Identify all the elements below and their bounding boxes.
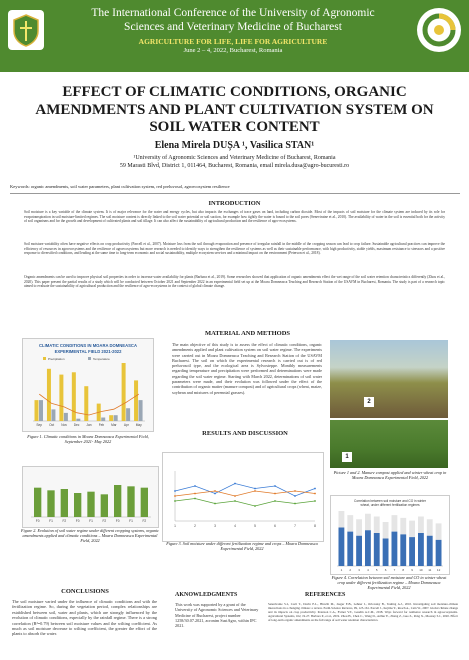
chart3-point-2-1 [194, 498, 196, 500]
chart2-tick-8: F2 [142, 519, 147, 523]
chart1-bar-precip-Mar [109, 415, 113, 421]
chart3-point-0-1 [194, 485, 196, 487]
photo-manure-compost [330, 340, 448, 418]
chart4-title-line1: Correlation between soil moisture and CO in winter [354, 499, 426, 503]
methods-text: The main objective of this study is to assess the effect of climatic conditions, organic amendments applied and plant cultivation system on soil water regime. The experiments were carried out in Moara Domneasca Teaching and Research Station of the USAVM Bucharest. The soil on which the experimental research is carried out is of red preluvosoil type, and the ecological area is Sylvosteppe. Monthly measurements regarding temperature and precipitation were performed and determinations were made regarding the soil water regime. Starting with March 2022, determinations of soil water parameters were made, and their evolution was followed under the effect of the contribution of organic matter (manure compost) and of agricultural crops (wheat, maize, soybean and mixtures of perennial grasses). [172, 342, 322, 395]
chart3-tick-8: 8 [314, 524, 316, 528]
chart3-point-2-2 [214, 503, 216, 505]
methods-heading: MATERIAL AND METHODS [204, 330, 291, 337]
chart3-point-2-7 [314, 500, 316, 502]
soil-moisture-line-chart [163, 453, 323, 541]
chart2-tick-6: F0 [115, 519, 120, 523]
chart4-tick-8: 8 [402, 568, 405, 572]
chart4-bar-co-5 [374, 517, 380, 534]
chart1-bar-precip-May [134, 380, 138, 421]
chart4-bar-co-6 [383, 522, 389, 539]
chart4-bar-sm-12 [436, 540, 442, 566]
figure-1-chart [22, 338, 154, 432]
chart1-bar-precip-Sep [35, 400, 39, 421]
chart-title-line1: CLIMATIC CONDITIONS IN MOARA DOMNEASCA [39, 343, 137, 348]
chart1-tick-Nov: Nov [61, 423, 67, 427]
chart3-point-0-5 [274, 485, 276, 487]
soil-water-regime-chart [23, 467, 158, 527]
chart3-tick-5: 5 [254, 524, 256, 528]
chart1-bar-precip-Jan [84, 386, 88, 421]
conference-date: June 2 – 4, 2022, Bucharest, Romania [183, 47, 283, 54]
chart3-tick-3: 3 [214, 524, 216, 528]
conference-title-line1: The International Conference of the University of Agronomic [91, 7, 375, 19]
divider [10, 193, 460, 194]
chart4-bar-sm-10 [418, 533, 424, 566]
chart2-tick-4: F1 [89, 519, 93, 523]
intro-paragraph-3: Organic amendments can be used to improve physical soil properties in order to increase water availability for plants (Barbara et al., 2019). Some researches showed that application of organic amendments effect the wet range of the soil water retention characteristics differently (Zhou et al., 2020). This paper present the partial results of a study which will be conducted between October 2021 and September 2022 in an experimental field set up at the Moara Domneasca Teaching and Research Station of the USAVM in Bucharest, Romania. The study is part of a research topic aimed to evaluate the sustainability of agricultural production and the resilience of agro-ecosystems in the context of global climate change. [24, 275, 445, 289]
conference-header [0, 0, 469, 72]
chart3-point-2-5 [274, 500, 276, 502]
chart3-point-2-6 [294, 503, 296, 505]
chart4-tick-5: 5 [375, 568, 378, 572]
chart3-point-2-0 [174, 500, 176, 502]
conclusions-text: The soil moisture varied under the influence of climatic conditions and with the fertilization regime. So, during the vegetation period, complex relationships are established between soil, water and plants, which are strongly influenced by the evolution of climatic conditions, especially by the rainfall regime. There is a strong correlation (R²=0.79) between soil moisture values and the wilting coefficient. As much as soil moisture decrease to wilting coefficient, the greater the effort of the plants to absorb the water. [12, 599, 157, 637]
figure-4-chart [330, 495, 450, 575]
photo-badge-2: 2 [364, 397, 374, 407]
chart3-point-0-3 [234, 483, 236, 485]
paper-title: EFFECT OF CLIMATIC CONDITIONS, ORGANIC AMENDMENTS AND PLANT CULTIVATION SYSTEM ON SOIL WATER CONTENT [35, 84, 434, 135]
chart-title-line2: EXPERIMENTAL FIELD 2021-2022 [54, 349, 122, 354]
chart4-bar-co-4 [365, 514, 371, 531]
chart3-tick-2: 2 [194, 524, 196, 528]
chart4-tick-10: 10 [419, 568, 423, 572]
acknowledgments-heading: AKNOWLEDGMENTS [175, 592, 238, 598]
chart1-tick-Jan: Jan [86, 423, 92, 427]
intro-paragraph-1: Soil moisture is a key variable of the climate system. It is of major relevance for the water and energy cycles, but also impacts the exchanges of trace gases on land, including carbon dioxide. Most of the impacts of soil moisture for the climate system are induced by its role for evapotranspiration in soil moisture-limited regimes. The soil moisture content is directly linked to the soil water potential or soil suction, for example how tightly the water is bound to the soil pores (Seneviratne et al., 2010). The availability of water in the soil is essential both for the activity of soil organisms and for the growth and development of cultivated plants and soil tillage. It can also affect the sustainability of agricultural production and the resilience of agro-ecosystems. [24, 210, 445, 224]
figure-1-caption: Figure 1. Climatic conditions in Moara Domneasca Experimental Field, September 2021- May 2022 [27, 434, 149, 444]
references-text: Seneviratne S.I., Corti T., Davin E.L., Hirschi M., Jaeger E.B., Lehner I., Orlowsky B., Teuling A.J., 2010. Investigating soil moisture-climate interactions in a changing climate: a review. Earth-Science Reviews, 99, 125-161. Parcell J., Kojima Y., Roach A., Cain W., 2007. Global climate change and its impacts on crop productivity. Peterson C.A., Eviner V.T., Gaudin A.C.M., 2018. Ways forward for resilience research in agroecosystems. Agricultural Systems, 162, 19-27. Barbara P., et al., 2019. Zhou H., Chen C., Wang D., Arthur E., Zhang Z., Guo Z., Peng X., Mooney S.J., 2020. Effect of long-term organic amendments on the full range of soil water retention characteristics. [268, 602, 458, 622]
intro-paragraph-2: Soil moisture variability often have negative effects on crop productivity (Parcell et al., 2007). Moisture loss from the soil through evaporation and presence of irregular rainfall in the middle of the cropping season can lead to crop failure. Sustainable agricultural practices can improve the efficiency of resources in agroecosystems and the resilience of agroecosystems but more research is needed to identify ways to strengthen the resilience of systems as well as their sustainable performance, with high productivity, stable yields, maximum resistance to stressors and a positive response to diversified conditions, and leading at the same time to long-term economic and social sustainability, multiple ecosystem services and a minimal impact on the environment (Peterson et al., 2018). [24, 242, 445, 256]
results-heading: RESULTS AND DISCUSSION [202, 430, 288, 437]
chart3-point-1-1 [194, 493, 196, 495]
paper-authors: Elena Mirela DUȘA ¹, Vasilica STAN¹ [154, 140, 315, 151]
chart3-point-1-3 [234, 495, 236, 497]
chart1-tick-Sep: Sep [36, 423, 43, 427]
chart3-point-1-7 [314, 493, 316, 495]
agriculture-for-life-logo [417, 8, 461, 52]
chart2-tick-3: F0 [75, 519, 80, 523]
chart1-tick-Dec: Dec [73, 423, 80, 427]
chart2-bar-3 [74, 493, 81, 517]
chart2-bar-2 [61, 489, 68, 517]
photo-winter-wheat [330, 420, 448, 468]
chart1-bar-temp-Feb [101, 418, 105, 421]
chart4-bar-co-9 [409, 521, 415, 538]
chart2-tick-7: F1 [129, 519, 133, 523]
chart4-bar-co-3 [356, 519, 362, 536]
chart4-bar-sm-7 [392, 532, 398, 566]
chart4-bar-co-8 [400, 518, 406, 535]
chart2-bar-7 [127, 486, 134, 517]
chart4-bar-sm-8 [400, 534, 406, 566]
chart2-tick-2: F2 [62, 519, 67, 523]
chart3-tick-7: 7 [294, 524, 296, 528]
circle-logo-icon [419, 10, 459, 50]
chart2-bar-4 [87, 492, 94, 517]
intro-heading: INTRODUCTION [208, 200, 261, 207]
correlation-chart [331, 496, 449, 574]
references-heading: REFERENCES [305, 592, 346, 598]
chart1-legend-swatch-0 [43, 357, 46, 360]
chart4-tick-12: 12 [436, 568, 441, 572]
chart3-point-1-5 [274, 493, 276, 495]
chart1-bar-temp-Oct [51, 409, 55, 421]
chart4-bar-co-11 [427, 519, 433, 536]
climatic-conditions-chart [23, 339, 153, 431]
chart4-bar-sm-2 [347, 532, 353, 566]
chart3-point-2-4 [254, 505, 256, 507]
chart4-tick-4: 4 [367, 568, 369, 572]
chart4-bar-sm-1 [339, 528, 345, 567]
chart1-bar-temp-Nov [64, 413, 68, 421]
chart2-bar-6 [114, 485, 121, 517]
chart3-point-0-0 [174, 490, 176, 492]
conference-motto: AGRICULTURE FOR LIFE, LIFE FOR AGRICULTURE [138, 37, 328, 46]
conclusions-heading: CONCLUSIONS [61, 588, 109, 595]
chart1-bar-precip-Oct [47, 369, 51, 421]
chart4-bar-co-7 [392, 515, 398, 532]
chart2-bar-0 [34, 488, 41, 517]
chart1-tick-Apr: Apr [123, 423, 129, 427]
chart1-legend-label-0: Precipitation [48, 357, 65, 361]
chart1-tick-Mar: Mar [111, 423, 117, 427]
chart3-tick-1: 1 [174, 524, 176, 528]
chart2-bar-1 [47, 490, 54, 517]
chart3-point-2-3 [234, 500, 236, 502]
chart1-bar-temp-Mar [114, 415, 118, 421]
chart4-bar-sm-9 [409, 537, 415, 566]
chart1-bar-precip-Apr [122, 363, 126, 421]
keywords: Keywords: organic amendments, soil water parameters, plant cultivation system, red preluvosol, agroecosystem resilience [10, 184, 230, 189]
chart4-bar-co-2 [347, 515, 353, 532]
chart2-bar-8 [141, 488, 148, 517]
chart1-bar-precip-Nov [59, 375, 63, 421]
figure-3-chart [162, 452, 324, 542]
chart3-point-1-6 [294, 490, 296, 492]
pictures-caption: Picture 1 and 2. Manure compost applied and winter wheat crop in Moara Domneasca Experimental Field, 2022 [333, 470, 447, 480]
chart4-title-line2: wheat, under different fertilization regimes [360, 503, 420, 507]
acknowledgments-text: This work was supported by a grant of the University of Agronomic Sciences and Veterinary Medicine of Bucharest, project number 1258/30.07.2021, acronim SustAgro, within IPC 2021. [175, 602, 259, 629]
conference-title-line2: Sciences and Veterinary Medicine of Bucharest [124, 21, 342, 33]
chart4-bar-sm-5 [374, 533, 380, 566]
chart1-legend-label-1: Temperature [93, 357, 110, 361]
figure-2-chart [22, 466, 159, 528]
chart3-point-1-0 [174, 495, 176, 497]
chart1-bar-temp-Dec [76, 419, 80, 421]
chart3-point-1-2 [214, 490, 216, 492]
chart4-bar-co-1 [339, 511, 345, 528]
figure-4-caption: Figure 4. Correlation between soil moisture and CO in winter wheat crop under different fertilization regime – Moara Domneasca Experimental Field, 2022 [331, 575, 447, 590]
affiliation-line1: ¹University of Agronomic Sciences and Veterinary Medicine of Bucharest, Romania [133, 155, 336, 161]
chart3-point-1-4 [254, 490, 256, 492]
photo-badge-1: 1 [342, 452, 352, 462]
chart3-point-0-7 [314, 488, 316, 490]
chart4-tick-7: 7 [393, 568, 396, 572]
chart4-tick-1: 1 [340, 568, 343, 572]
chart3-point-0-6 [294, 495, 296, 497]
chart2-tick-5: F2 [102, 519, 107, 523]
chart1-tick-May: May [135, 423, 142, 427]
chart1-bar-precip-Dec [72, 372, 76, 421]
chart1-tick-Feb: Feb [98, 423, 105, 427]
chart4-bar-sm-6 [383, 539, 389, 567]
chart3-series-line-0 [175, 484, 315, 497]
chart3-tick-4: 4 [234, 524, 236, 528]
university-logo [8, 10, 44, 50]
chart4-bar-co-10 [418, 517, 424, 534]
chart1-bar-temp-Apr [126, 408, 130, 421]
chart4-tick-11: 11 [428, 568, 432, 572]
chart4-bar-sm-3 [356, 536, 362, 566]
affiliation-line2: 59 Marasti Blvd, District 1, 011464, Bucharest, Romania, email mirela.dusa@agro-bucuresti.ro [119, 163, 350, 169]
chart4-tick-2: 2 [349, 568, 352, 572]
chart2-bar-5 [101, 494, 108, 517]
chart4-bar-co-12 [436, 523, 442, 540]
chart4-tick-6: 6 [384, 568, 387, 572]
chart4-bar-sm-11 [427, 536, 433, 566]
chart1-bar-temp-Sep [39, 400, 43, 421]
chart3-series-line-2 [175, 499, 315, 507]
chart4-tick-9: 9 [411, 568, 413, 572]
chart1-legend-swatch-1 [88, 357, 91, 360]
chart3-tick-6: 6 [274, 524, 276, 528]
figure-3-caption: Figure 3. Soil moisture under different fertilization regime and crops – Moara Domneasca Experimental Field, 2022 [166, 541, 318, 551]
chart1-bar-temp-May [139, 400, 143, 421]
chart4-bar-sm-4 [365, 530, 371, 566]
chart4-tick-3: 3 [358, 568, 360, 572]
chart2-tick-1: F1 [49, 519, 53, 523]
crest-icon [12, 13, 40, 47]
figure-2-caption: Figure 2. Evolution of soil water regime under different cropping systems, organic amendments applied and climatic conditions – Moara Domneasca Experimental Field, 2022 [21, 528, 159, 543]
chart3-point-0-2 [214, 493, 216, 495]
chart2-tick-0: F0 [35, 519, 40, 523]
chart3-point-0-4 [254, 488, 256, 490]
chart1-tick-Oct: Oct [49, 423, 55, 427]
